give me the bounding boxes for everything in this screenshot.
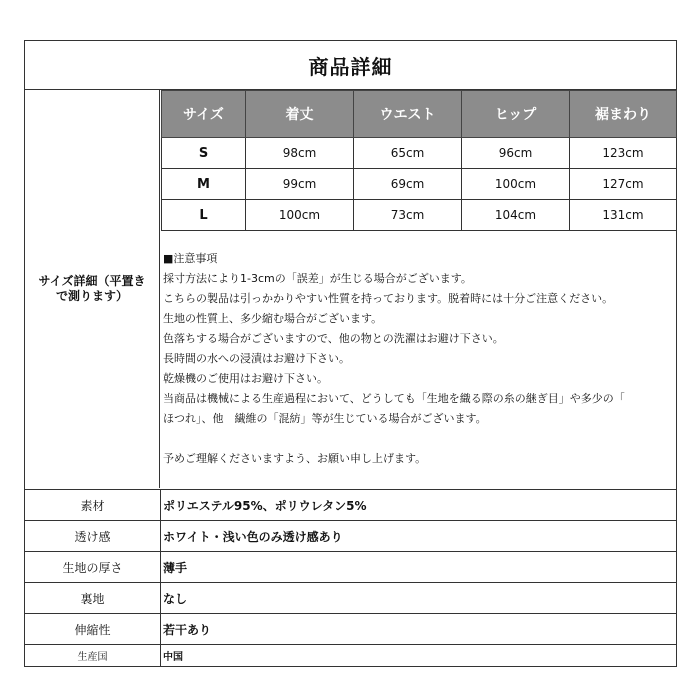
header-cell: サイズ — [162, 91, 246, 138]
table-cell: 127cm — [570, 169, 677, 200]
table-row — [162, 200, 677, 231]
table-cell: 131cm — [570, 200, 677, 231]
table-cell: 96cm — [462, 138, 570, 169]
table-cell: 104cm — [462, 200, 570, 231]
size-cell: L — [162, 200, 246, 231]
note-line: 採寸方法により1-3cmの「誤差」が生じる場合がございます。 — [163, 272, 472, 285]
table-cell: 99cm — [246, 169, 354, 200]
notes-heading: ■注意事項 — [163, 252, 218, 265]
attribute-value: 中国 — [161, 645, 677, 666]
care-notes — [163, 249, 675, 469]
size-detail-label: サイズ詳細（平置きで測ります） — [25, 90, 160, 488]
attribute-row — [25, 490, 676, 521]
note-line: 乾燥機のご使用はお避け下さい。 — [163, 372, 328, 385]
attribute-label: 透け感 — [25, 521, 161, 552]
attribute-row — [25, 521, 676, 552]
header-cell: 着丈 — [246, 91, 354, 138]
table-cell: 123cm — [570, 138, 677, 169]
notes-closing: 予めご理解くださいますよう、お願い申し上げます。 — [163, 452, 427, 465]
product-detail-sheet — [24, 40, 677, 667]
attribute-row — [25, 614, 676, 645]
attribute-value: ポリエステル95%、ポリウレタン5% — [161, 490, 677, 521]
size-cell: S — [162, 138, 246, 169]
size-table — [161, 90, 677, 231]
note-line: 長時間の水への浸漬はお避け下さい。 — [163, 352, 350, 365]
attribute-label: 生産国 — [25, 645, 161, 666]
table-cell: 69cm — [354, 169, 462, 200]
attribute-label: 裏地 — [25, 583, 161, 614]
note-line: 生地の性質上、多少縮む場合がございます。 — [163, 312, 383, 325]
table-cell: 98cm — [246, 138, 354, 169]
attribute-label: 素材 — [25, 490, 161, 521]
table-cell: 65cm — [354, 138, 462, 169]
attribute-value: ホワイト・浅い色のみ透け感あり — [161, 521, 677, 552]
note-line: 当商品は機械による生産過程において、どうしても「生地を織る際の糸の継ぎ目」や多少の「 — [163, 392, 625, 405]
note-line: 色落ちする場合がございますので、他の物との洗濯はお避け下さい。 — [163, 332, 504, 345]
table-row — [162, 138, 677, 169]
attribute-row — [25, 645, 676, 666]
table-cell: 100cm — [462, 169, 570, 200]
note-line: ほつれ」、他 繊維の「混紡」等が生じている場合がございます。 — [163, 412, 487, 425]
attribute-value: 若干あり — [161, 614, 677, 645]
page-title: 商品詳細 — [25, 41, 676, 90]
note-spacer — [163, 429, 675, 449]
attribute-row — [25, 552, 676, 583]
attribute-value: なし — [161, 583, 677, 614]
size-table-header — [162, 91, 677, 138]
header-cell: 裾まわり — [570, 91, 677, 138]
table-row — [162, 169, 677, 200]
attribute-value: 薄手 — [161, 552, 677, 583]
table-cell: 100cm — [246, 200, 354, 231]
note-line: こちらの製品は引っかかりやすい性質を持っております。脱着時には十分ご注意ください。 — [163, 292, 614, 305]
attribute-label: 生地の厚さ — [25, 552, 161, 583]
attribute-row — [25, 583, 676, 614]
size-cell: M — [162, 169, 246, 200]
header-cell: ヒップ — [462, 91, 570, 138]
attribute-label: 伸縮性 — [25, 614, 161, 645]
attribute-table — [25, 489, 676, 666]
table-cell: 73cm — [354, 200, 462, 231]
header-cell: ウエスト — [354, 91, 462, 138]
